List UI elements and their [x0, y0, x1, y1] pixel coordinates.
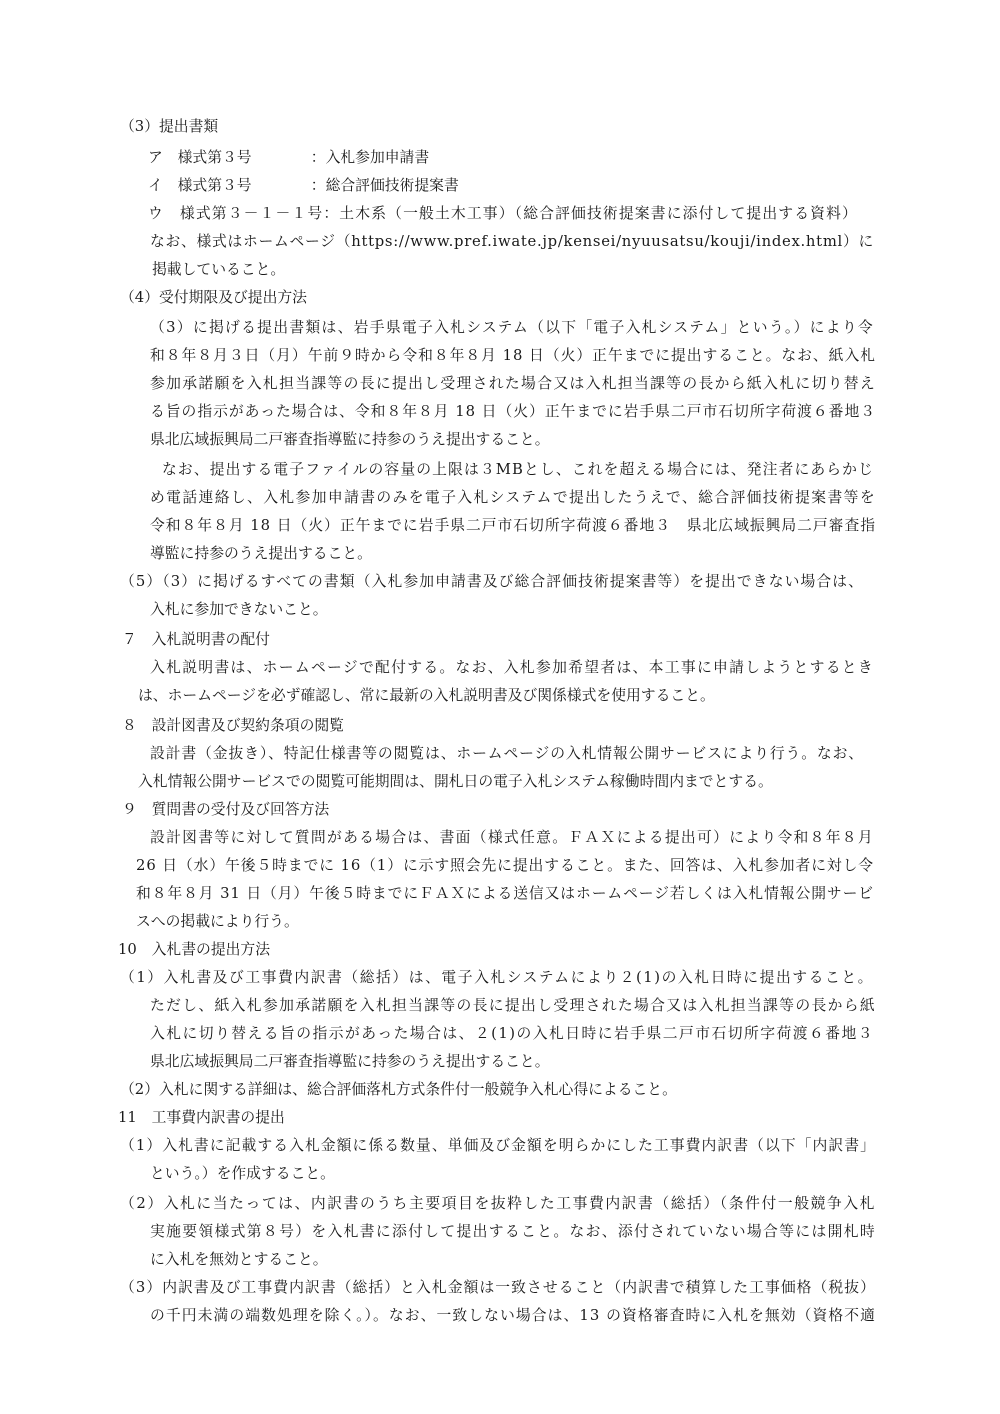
text-line: に入札を無効とすること。: [150, 1251, 328, 1268]
text-line: イ 様式第３号 ：総合評価技術提案書: [148, 177, 459, 194]
text-line: ただし、紙入札参加承諾願を入札担当課等の長に提出し受理された場合又は入札担当課等の長から紙: [150, 997, 876, 1014]
text-line: （3）提出書類: [120, 118, 219, 135]
text-line: 令和８年８月 18 日（火）正午までに岩手県二戸市石切所字荷渡６番地３ 県北広域振興局二戸審査指: [150, 517, 876, 534]
text-line: 掲載していること。: [152, 261, 286, 278]
text-line: の千円未満の端数処理を除く。）。なお、一致しない場合は、13 の資格審査時に入札を無効（資格不適: [150, 1307, 876, 1324]
text-line: 入札に参加できないこと。: [150, 601, 328, 618]
text-line: 和８年８月３日（月）午前９時から令和８年８月 18 日（火）正午までに提出すること。なお、紙入札: [150, 347, 876, 364]
text-line: 設計書（金抜き）、特記仕様書等の閲覧は、ホームページの入札情報公開サービスにより行う。なお、: [150, 745, 864, 762]
text-line: 和８年８月 31 日（月）午後５時までにＦＡＸによる送信又はホームページ若しくは入札情報公開サービ: [136, 885, 874, 902]
text-line: （5）（3）に掲げるすべての書類（入札参加申請書及び総合評価技術提案書等）を提出できない場合は、: [120, 573, 864, 590]
text-line: ア 様式第３号 ：入札参加申請書: [148, 149, 430, 166]
text-line: 入札説明書は、ホームページで配付する。なお、入札参加希望者は、本工事に申請しようとするとき: [150, 659, 874, 676]
text-line: なお、提出する電子ファイルの容量の上限は３MBとし、これを超える場合には、発注者にあらかじ: [162, 461, 874, 478]
text-line: ７ 入札説明書の配付: [122, 631, 270, 648]
text-line: （2）入札に当たっては、内訳書のうち主要項目を抜粋した工事費内訳書（総括）（条件付一般競争入札: [120, 1195, 876, 1212]
text-line: ウ 様式第３－１－１号：土木系（一般土木工事）（総合評価技術提案書に添付して提出する資料）: [148, 205, 858, 222]
text-line: ８ 設計図書及び契約条項の閲覧: [122, 717, 344, 734]
text-line: （3）内訳書及び工事費内訳書（総括）と入札金額は一致させること（内訳書で積算した工事価格（税抜）: [120, 1279, 876, 1296]
text-line: 県北広域振興局二戸審査指導監に持参のうえ提出すること。: [150, 1053, 550, 1070]
text-line: 11 工事費内訳書の提出: [118, 1109, 285, 1126]
text-line: は、ホームページを必ず確認し、常に最新の入札説明書及び関係様式を使用すること。: [138, 687, 715, 704]
text-line: （1）入札書に記載する入札金額に係る数量、単価及び金額を明らかにした工事費内訳書（以下「内訳書」: [120, 1137, 876, 1154]
text-line: なお、様式はホームページ（https://www.pref.iwate.jp/kensei/nyuusatsu/kouji/index.html）に: [150, 233, 874, 250]
text-line: （2）入札に関する詳細は、総合評価落札方式条件付一般競争入札心得によること。: [120, 1081, 677, 1098]
text-line: という。）を作成すること。: [150, 1165, 335, 1182]
text-line: （4）受付期限及び提出方法: [120, 289, 307, 306]
text-line: 入札に切り替える旨の指示があった場合は、２(1)の入札日時に岩手県二戸市石切所字荷渡６番地３: [150, 1025, 874, 1042]
text-line: （3）に掲げる提出書類は、岩手県電子入札システム（以下「電子入札システム」という。）により令: [150, 319, 874, 336]
text-line: 設計図書等に対して質問がある場合は、書面（様式任意。ＦＡＸによる提出可）により令和８年８月: [150, 829, 874, 846]
text-line: 導監に持参のうえ提出すること。: [150, 545, 372, 562]
text-line: スへの掲載により行う。: [136, 913, 299, 930]
text-line: 入札情報公開サービスでの閲覧可能期間は、開札日の電子入札システム稼働時間内までとする。: [138, 773, 773, 790]
text-line: め電話連絡し、入札参加申請書のみを電子入札システムで提出したうえで、総合評価技術提案書等を: [150, 489, 876, 506]
text-line: 参加承諾願を入札担当課等の長に提出し受理された場合又は入札担当課等の長から紙入札に切り替え: [150, 375, 876, 392]
text-line: 県北広域振興局二戸審査指導監に持参のうえ提出すること。: [150, 431, 550, 448]
text-line: 26 日（水）午後５時までに 16（1）に示す照会先に提出すること。また、回答は、入札参加者に対し令: [136, 857, 874, 874]
text-line: 実施要領様式第８号）を入札書に添付して提出すること。なお、添付されていない場合等には開札時: [150, 1223, 876, 1240]
text-line: ９ 質問書の受付及び回答方法: [122, 801, 330, 818]
text-line: 10 入札書の提出方法: [118, 941, 271, 958]
text-line: る旨の指示があった場合は、令和８年８月 18 日（火）正午までに岩手県二戸市石切所字荷渡６番地３: [150, 403, 876, 420]
text-line: （1）入札書及び工事費内訳書（総括）は、電子入札システムにより２(1)の入札日時に提出すること。: [120, 969, 874, 986]
